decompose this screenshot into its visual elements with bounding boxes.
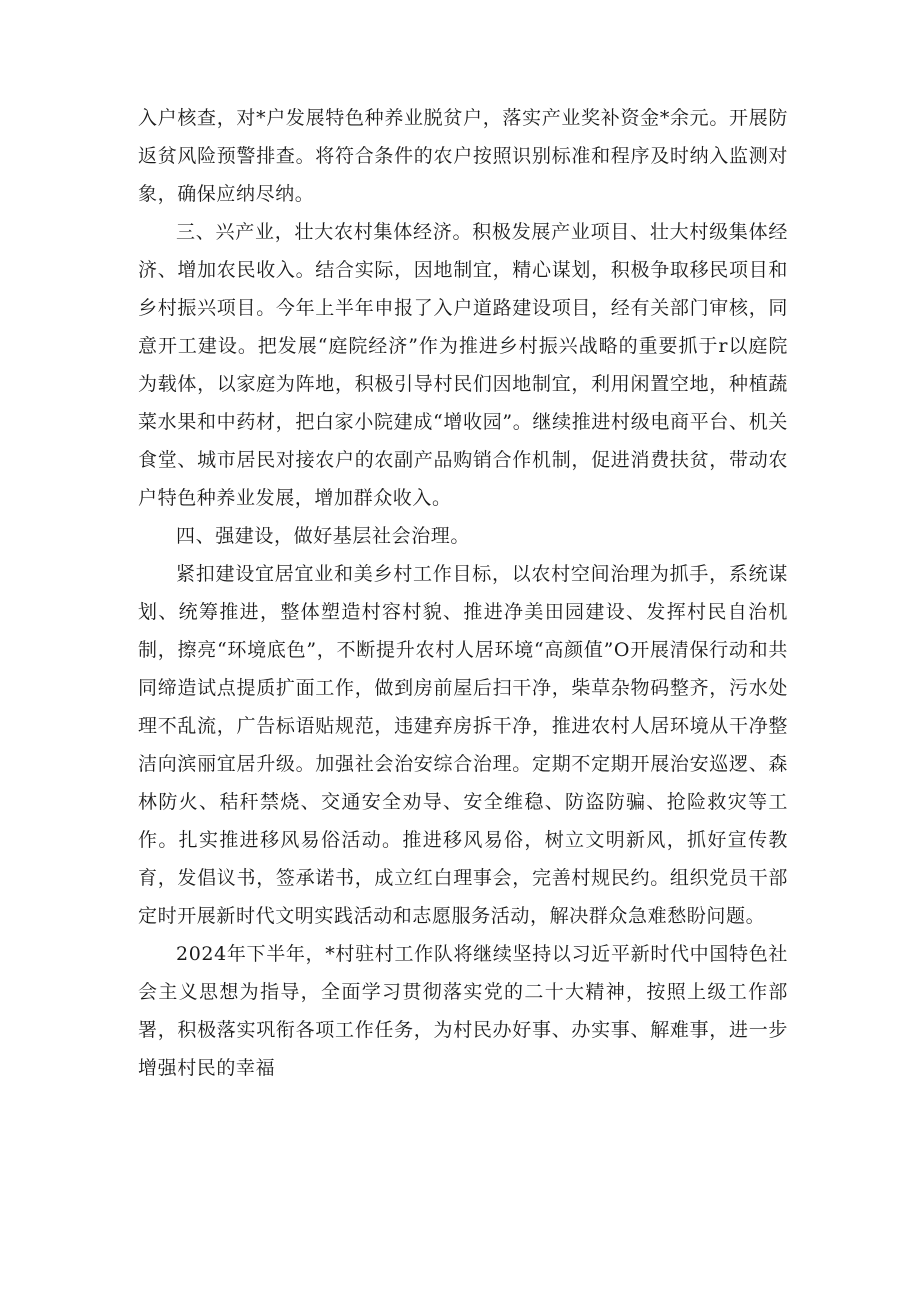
paragraph-outlook: 2024年下半年，*村驻村工作队将继续坚持以习近平新时代中国特色社会主义思想为指导，全面学习贯彻落实党的二十大精神，按照上级工作部署，积极落实巩衔各项工作任务，为村民办好事、办实事、解难事，进一步增强村民的幸福	[138, 943, 788, 1079]
paragraph-section-three: 三、兴产业，壮大农村集体经济。积极发展产业项目、壮大村级集体经济、增加农民收入。结合实际，因地制宜，精心谋划，积极争取移民项目和乡村振兴项目。今年上半年申报了入户道路建设项目，经有关部门审核，同意开工建设。把发展“庭院经济”作为推进乡村振兴战略的重要抓于r以庭院为载体，以家庭为阵地，积极引导村民们因地制宜，利用闲置空地，种植蔬菜水果和中药材，把白家小院建成“增收园”。继续推进村级电商平台、机关食堂、城市居民对接农户的农副产品购销合作机制，促进消费扶贫，带动农户特色种养业发展，增加群众收入。	[138, 221, 788, 509]
document-body	[138, 99, 788, 1087]
section-heading-four: 四、强建设，做好基层社会治理。	[176, 525, 471, 547]
paragraph-1: 入户核查，对*户发展特色种养业脱贫户，落实产业奖补资金*余元。开展防返贫风险预警排查。将符合条件的农户按照识别标准和程序及时纳入监测对象，确保应纳尽纳。	[138, 107, 788, 205]
paragraph-governance: 紧扣建设宜居宜业和美乡村工作目标，以农村空间治理为抓手，系统谋划、统筹推进，整体塑造村容村貌、推进净美田园建设、发挥村民自治机制，擦亮“环境底色”，不断提升农村人居环境“高颜值”O开展清保行动和共同缔造试点提质扩面工作，做到房前屋后扫干净，柴草杂物码整齐，污水处理不乱流，广告标语贴规范，违建弃房拆干净，推进农村人居环境从干净整洁向滨丽宜居升级。加强社会治安综合治理。定期不定期开展治安巡逻、森林防火、秸秆禁烧、交通安全劝导、安全维稳、防盗防骗、抢险救灾等工作。扎实推进移风易俗活动。推进移风易俗，树立文明新风，抓好宣传教育，发倡议书，签承诺书，成立红白理事会，完善村规民约。组织党员干部定时开展新时代文明实践活动和志愿服务活动，解决群众急难愁盼问题。	[138, 563, 788, 927]
